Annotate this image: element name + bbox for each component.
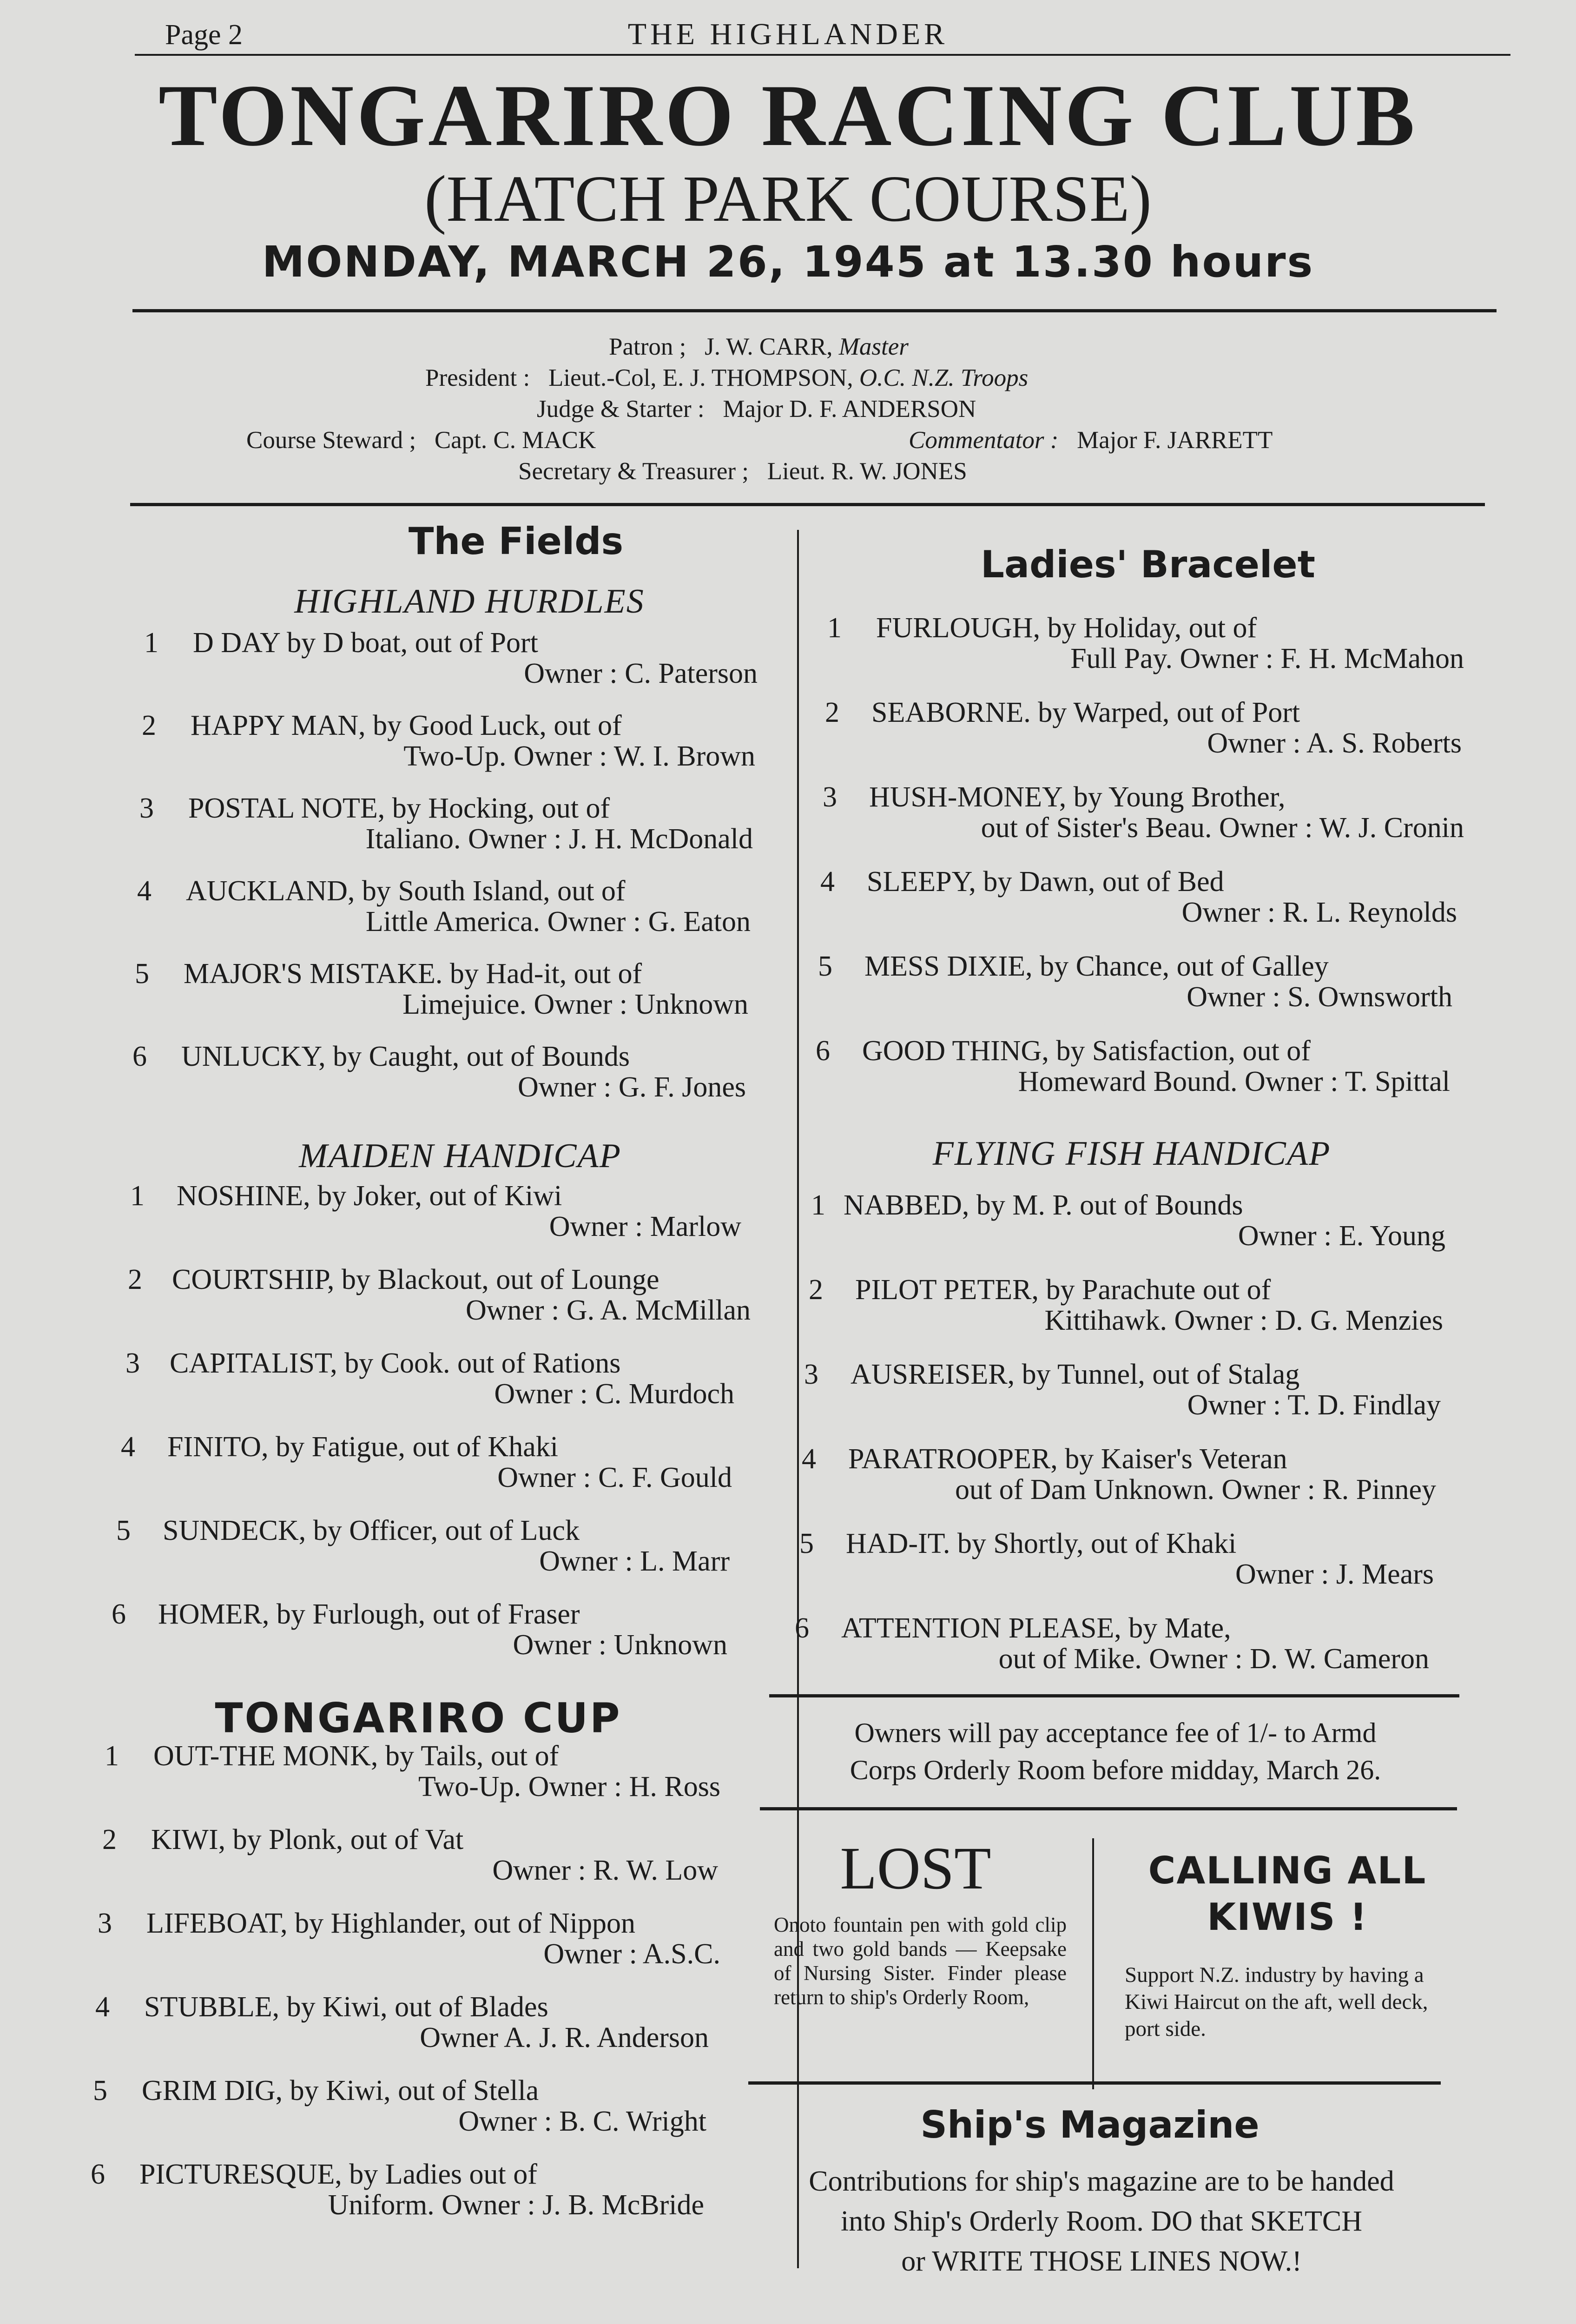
president-line: President : Lieut.-Col, E. J. THOMPSON, O.C. N.Z. Troops <box>425 364 1029 391</box>
secretary-line: Secretary & Treasurer ; Lieut. R. W. JONES <box>518 458 967 485</box>
officials-rule <box>130 503 1485 506</box>
race-title-ladies-bracelet: Ladies' Bracelet <box>981 543 1315 586</box>
race-title-highland-hurdles: HIGHLAND HURDLES <box>294 582 645 621</box>
dateline: MONDAY, MARCH 26, 1945 at 13.30 hours <box>262 237 1314 287</box>
publication-name: THE HIGHLANDER <box>627 17 949 51</box>
ships-magazine-title: Ship's Magazine <box>920 2103 1259 2146</box>
ships-magazine-body: Contributions for ship's magazine are to be handed into Ship's Orderly Room. DO that SKETCH or WRITE THOSE LINES NOW.! <box>809 2166 1394 2277</box>
owners-notice-rule-bottom <box>760 1807 1457 1810</box>
race-title-tongariro-cup: TONGARIRO CUP <box>215 1694 622 1742</box>
magazine-rule <box>748 2081 1441 2085</box>
lost-notice-title: LOST <box>840 1835 991 1902</box>
steward-line: Course Steward ; Capt. C. MACK <box>246 427 596 454</box>
judge-line: Judge & Starter : Major D. F. ANDERSON <box>537 396 976 423</box>
calling-kiwis-body: Support N.Z. industry by having a Kiwi Haircut on the aft, well deck, port side. <box>1125 1963 1428 2041</box>
lost-notice-body: Onoto fountain pen with gold clip and two gold bands — Keepsake of Nursing Sister. Finder please return to ship's Orderly Room, <box>774 1913 1067 2009</box>
patron-line: Patron ; J. W. CARR, Master <box>609 333 909 360</box>
owners-notice: Owners will pay acceptance fee of 1/- to Armd Corps Orderly Room before midday, March 26. <box>850 1717 1381 1785</box>
commentator-line: Commentator : Major F. JARRETT <box>909 427 1273 454</box>
notice-divider <box>1092 1838 1094 2089</box>
page-title: TONGARIRO RACING CLUB <box>158 67 1418 165</box>
owners-notice-rule-top <box>769 1694 1459 1697</box>
page-subtitle: (HATCH PARK COURSE) <box>424 162 1152 235</box>
dateline-rule <box>132 309 1497 312</box>
race-title-maiden-handicap: MAIDEN HANDICAP <box>299 1137 621 1175</box>
header-rule <box>135 54 1510 56</box>
calling-kiwis-title: CALLING ALL KIWIS ! <box>1148 1849 1427 1939</box>
race-title-flying-fish-handicap: FLYING FISH HANDICAP <box>932 1135 1331 1173</box>
page-number: Page 2 <box>165 19 243 51</box>
fields-heading: The Fields <box>408 520 624 563</box>
